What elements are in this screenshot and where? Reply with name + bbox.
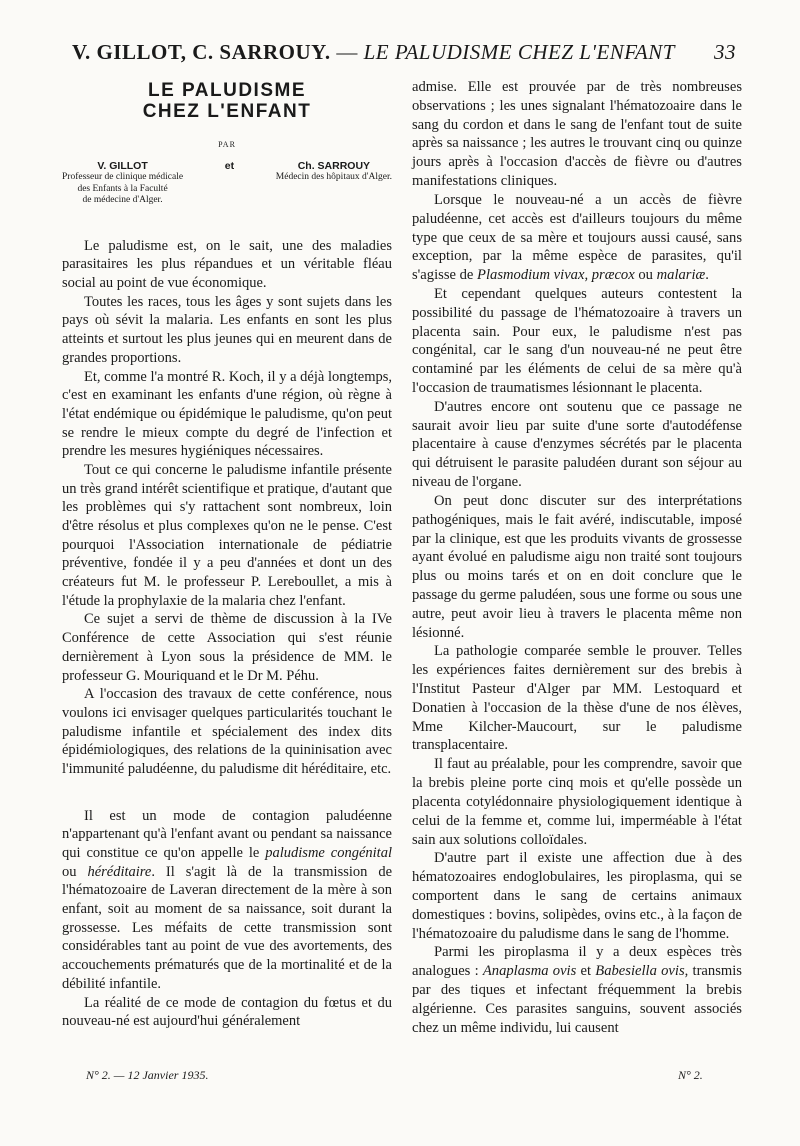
paragraph: Tout ce qui concerne le paludisme infantile présente un très grand intérêt scientifique et pratique, d'autant que les problèmes qui s'y rattachent sont nombreux, loin d'être résolus et plus complexes qu'on ne le pense. C'est pourquoi l'Association internationale de pédiatrie préventive, fondée il y a peu d'années et dont un des créateurs fut M. le professeur P. Lereboullet, a mis à l'étude la prophylaxie de la malaria chez l'enfant. (62, 461, 392, 609)
page-number: 33 (714, 40, 736, 64)
italic-species: Plasmodium vivax, præcox (477, 267, 635, 284)
article-title (62, 80, 392, 122)
text-run: . Il s'agit là de la transmission de l'hématozoaire de Laveran directement de la mère à son enfant, soit au moment de sa naissance, soit durant la grossesse. Les méfaits de cette transmission sont considérables tant au point de vue des avortements, des accouchements prématurés que de la mortinalité et de la débilité infantile. (62, 863, 393, 992)
paragraph: Toutes les races, tous les âges y sont sujets dans les pays où sévit la malaria. Les enfants en sont les plus atteints et surtout les plus jeunes qui en meurent dans de grandes proportions. (62, 293, 392, 366)
author-2-name: Ch. SARROUY (297, 159, 371, 172)
paragraph-congenital (62, 807, 392, 994)
author-1-affiliation-1: Professeur de clinique médicale (62, 172, 184, 183)
paragraph-species (412, 191, 742, 285)
paragraph: Ce sujet a servi de thème de discussion à la IVe Conférence de cette Association qui s'est réunie dernièrement à Lyon sous la présidence de MM. le professeur G. Mouriquand et le Dr M. Péhu. (62, 611, 392, 684)
paragraph: La réalité de ce mode de contagion du fœtus et du nouveau-né est aujourd'hui généralement (62, 994, 392, 1030)
author-byline (62, 161, 392, 207)
right-column (412, 78, 742, 1037)
author-1-affiliation-3: de médecine d'Alger. (82, 195, 163, 206)
author-1-name: V. GILLOT (97, 159, 148, 172)
paragraph: La pathologie comparée semble le prouver. Telles les expériences faites dernièrement sur des brebis à l'Institut Pasteur d'Alger par MM. Lestoquard et Donatien à l'occasion de la thèse d'une de nos élèves, Mme Kilcher-Maucourt, sur le paludisme transplacentaire. (412, 643, 742, 754)
paragraph: On peut donc discuter sur des interprétations pathogéniques, mais le fait avéré, indiscutable, imposé par la clinique, est que les produits vivants de grossesse ayant évolué en paludisme aigu non traité sont toujours plus ou moins tarés et on en doit conclure que le passage du germe paludéen, sous une forme ou sous une autre, peut avoir lieu à travers le placenta même non lésionné. (412, 492, 742, 641)
author-conjunction: et (224, 159, 235, 172)
text-run: , transmis par des tiques et infectant fréquemment la brebis algérienne. Ces parasites sanguins, souvent associés chez un même individu, lui causent (412, 963, 742, 1036)
paragraph: Le paludisme est, on le sait, une des maladies parasitaires les plus répandues et un véritable fléau social au point de vue économique. (62, 237, 392, 292)
running-head (72, 40, 736, 72)
text-run: ou (62, 863, 88, 880)
text-run: Il est un mode de contagion paludéenne n'appartenant qu'à l'enfant avant ou pendant sa naissance qui constitue ce qu'on appelle le (62, 807, 392, 861)
text-run: Parmi les piroplasma il y a deux espèces très analogues : (412, 944, 742, 980)
running-head-title: LE PALUDISME CHEZ L'ENFANT (363, 40, 675, 64)
text-run: Lorsque le nouveau-né a un accès de fièvre paludéenne, cet accès est d'ailleurs toujours du même type que ceux de sa mère et toujours aussi causé, sans exception, par la même espèce de parasites, qu'il s'agisse de (412, 191, 742, 284)
left-column (62, 78, 392, 1031)
text-run: et (576, 963, 596, 980)
author-2 (276, 161, 392, 207)
paragraph: D'autre part il existe une affection due à des hématozoaires endoglobulaires, les piroplasma, qui se comportent dans le sang de certains animaux domestiques : bovins, solipèdes, ovins etc., à la façon de l'hématozoaire du paludisme dans le sang de l'homme. (412, 850, 742, 942)
text-run: . (705, 267, 709, 284)
by-label: PAR (218, 140, 236, 149)
italic-term: héréditaire (87, 863, 152, 880)
paragraph: Et, comme l'a montré R. Koch, il y a déjà longtemps, c'est en examinant les enfants d'une région, où règne à l'état endémique ou épidémique le paludisme, qu'on peut se rendre le mieux compte du degré de l'infection et prendre les mesures hygiéniques nécessaires. (62, 368, 392, 460)
paragraph-piroplasma (412, 943, 742, 1037)
author-1 (62, 161, 183, 207)
author-1-affiliation-2: des Enfants à la Faculté (77, 183, 168, 194)
paragraph: D'autres encore ont soutenu que ce passage ne saurait avoir lieu par suite d'une sorte d'autodéfense placentaire à cause d'enzymes sécrétés par le placenta qui détruisent le parasite paludéen durant son séjour au niveau de l'organe. (412, 398, 742, 491)
footer-issue-number: N° 2. (678, 1068, 703, 1082)
paragraph: Et cependant quelques auteurs contestent la possibilité du passage de l'hématozoaire à travers un placenta sain. Pour eux, le paludisme n'est pas congénital, car le sang d'un nouveau-né ne peut être contaminé par les éléments de celui de sa mère qu'à l'occasion de traumatismes lésionnant le placenta. (412, 285, 742, 396)
text-run: ou (634, 267, 657, 284)
italic-species: Anaplasma ovis (482, 963, 577, 980)
italic-species: malariæ (656, 267, 706, 284)
author-2-affiliation: Médecin des hôpitaux d'Alger. (275, 172, 392, 183)
paragraph-continued: admise. Elle est prouvée par de très nombreuses observations ; les unes signalant l'hématozoaire dans le sang du cordon et dans le sang de l'enfant tout de suite après sa naissance ; les autres le trouvant cinq ou quinze jours après à l'occasion d'accès de fièvre ou d'autres manifestations cliniques. (412, 79, 742, 190)
paragraph: Il faut au préalable, pour les comprendre, savoir que la brebis pleine porte cinq mois et qu'elle possède un placenta cotylédonnaire physiologiquement identique à celui de la femme et, comme lui, imperméable à l'état sain aux solutions colloïdales. (412, 756, 742, 848)
article-title-line-1: LE PALUDISME (147, 80, 307, 101)
footer-issue-date: N° 2. — 12 Janvier 1935. (86, 1068, 209, 1082)
italic-term: paludisme congénital (265, 845, 392, 861)
running-head-authors: V. GILLOT, C. SARROUY. (72, 40, 331, 64)
paragraph: A l'occasion des travaux de cette conférence, nous voulons ici envisager quelques particularités touchant le paludisme infantile et spécialement des index dits épidémiologiques, des relations de la quininisation avec l'immunité paludéenne, du paludisme dit héréditaire, etc. (62, 686, 392, 777)
article-title-line-2: CHEZ L'ENFANT (142, 101, 312, 122)
running-head-dash: — (336, 40, 358, 64)
italic-species: Babesiella ovis (595, 963, 685, 980)
